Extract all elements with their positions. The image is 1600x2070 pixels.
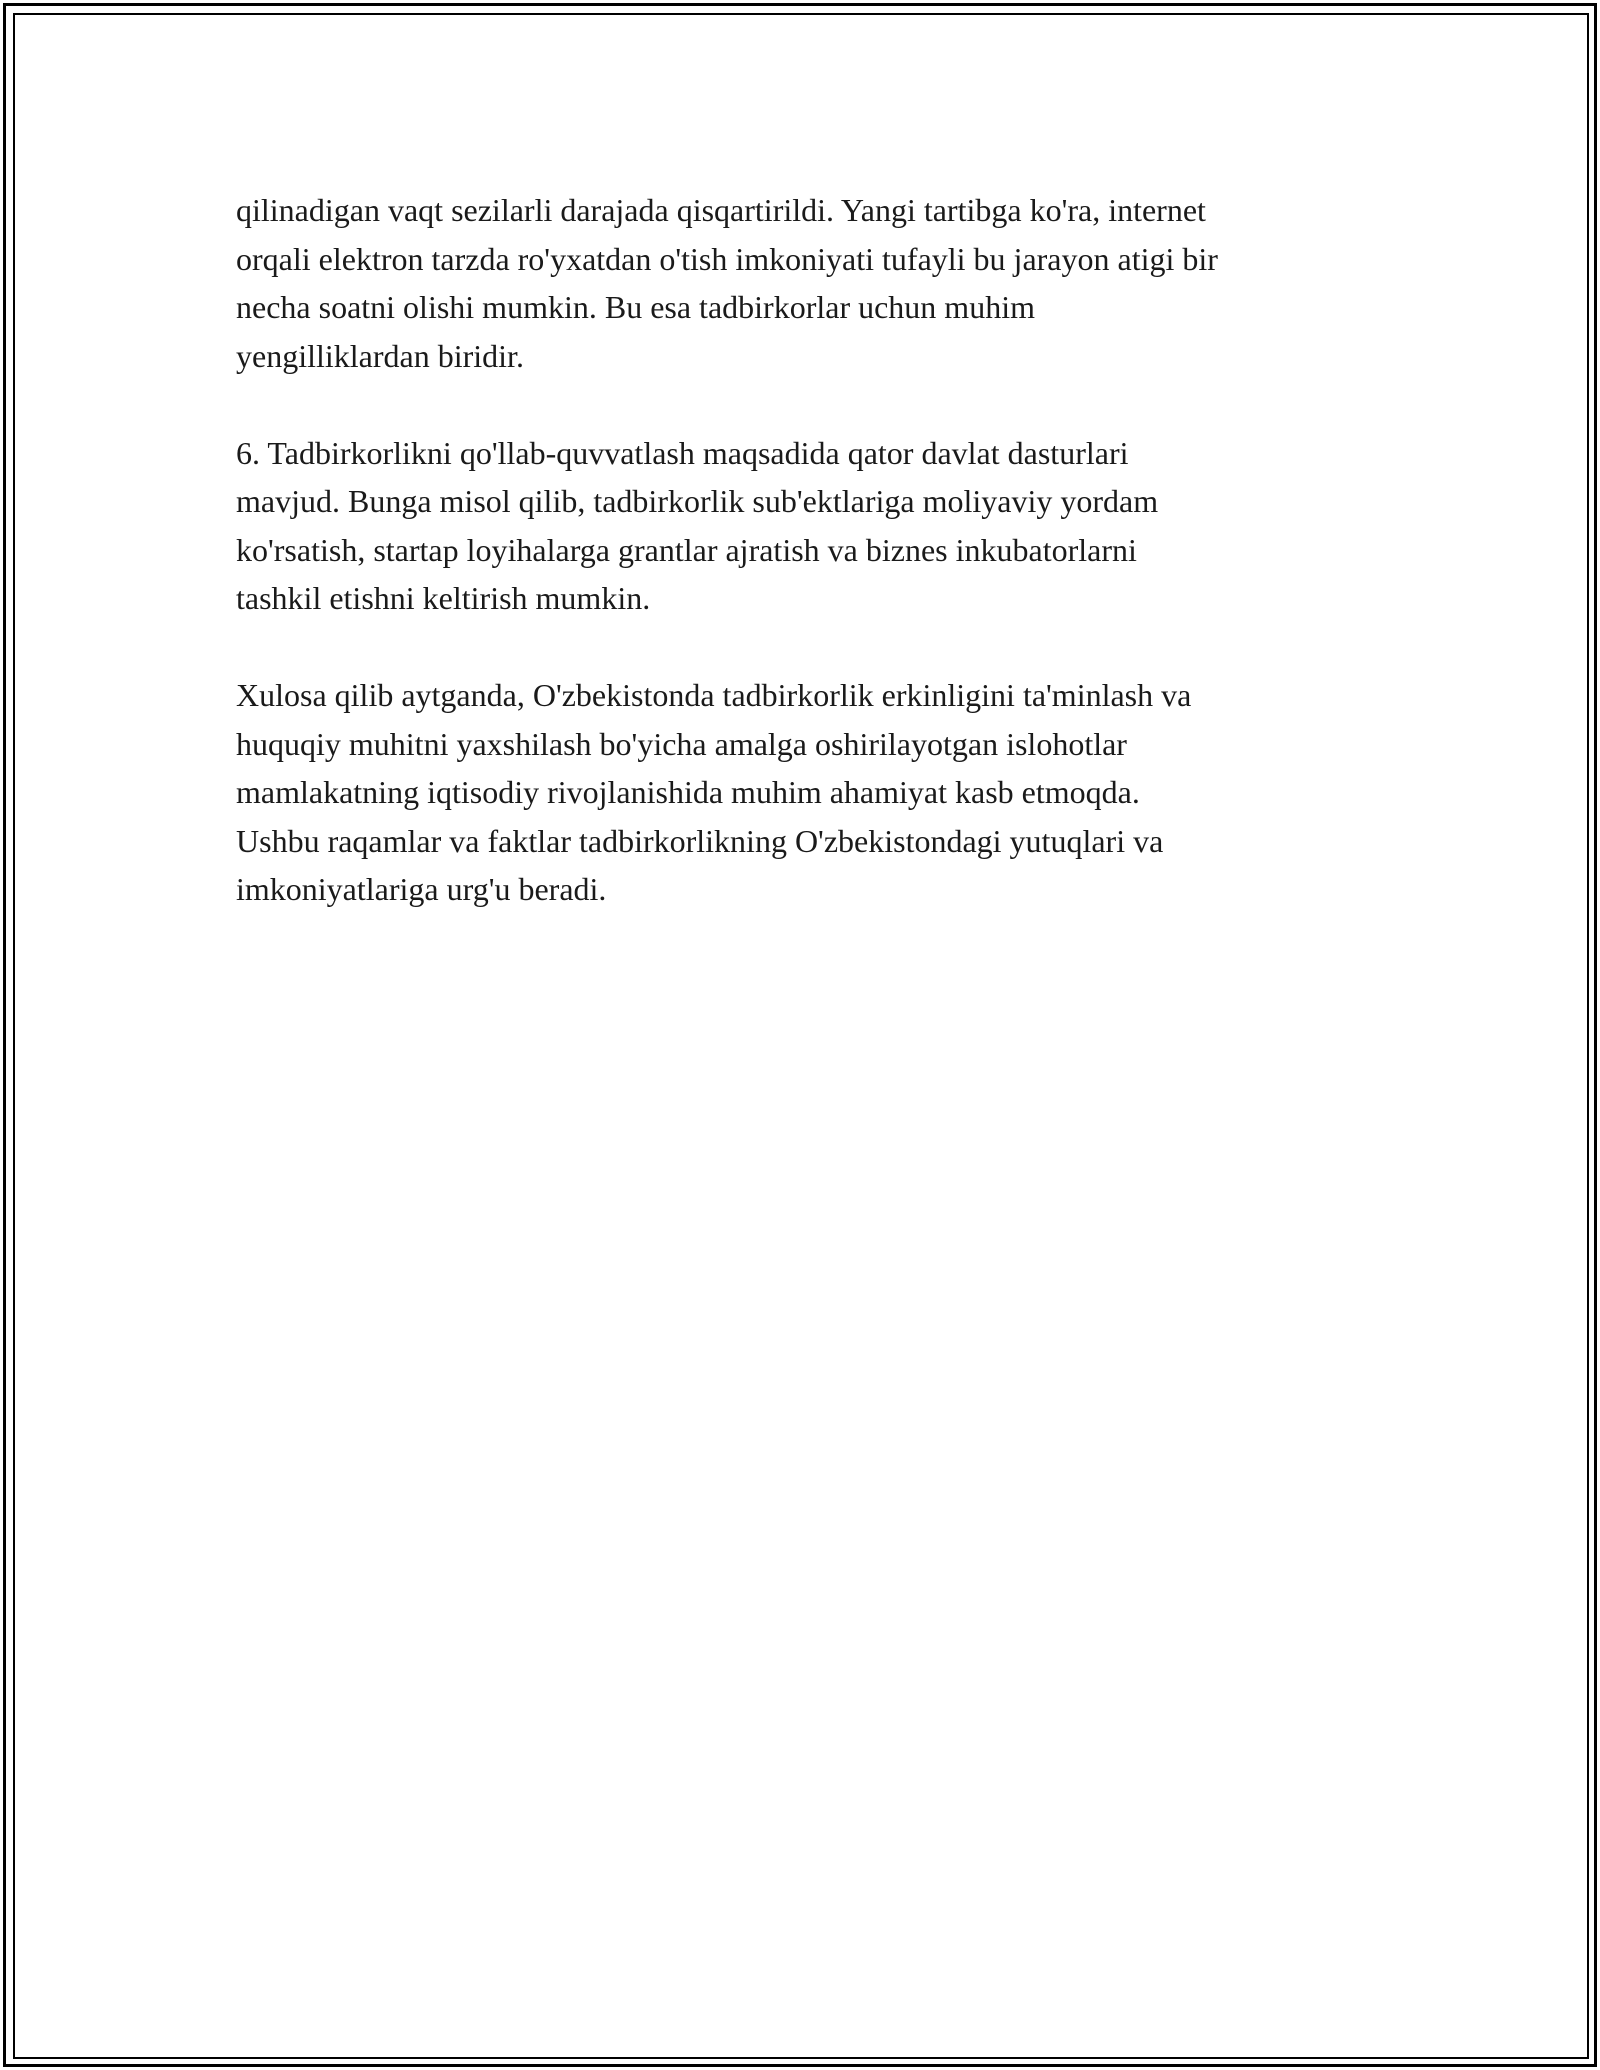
paragraph-state-programs	[236, 429, 1396, 623]
text-line: 6. Tadbirkorlikni qo'llab-quvvatlash maqsadida qator davlat dasturlari	[236, 434, 1129, 471]
text-line: imkoniyatlariga urg'u beradi.	[236, 871, 607, 907]
text-line: huquqiy muhitni yaxshilash bo'yicha amalga oshirilayotgan islohotlar	[236, 725, 1127, 762]
text-line: Ushbu raqamlar va faktlar tadbirkorlikning O'zbekistondagi yutuqlari va	[236, 822, 1164, 859]
text-line: yengilliklardan biridir.	[236, 337, 524, 374]
text-line: orqali elektron tarzda ro'yxatdan o'tish imkoniyati tufayli bu jarayon atigi bir	[236, 240, 1218, 277]
text-line: ko'rsatish, startap loyihalarga grantlar ajratish va biznes inkubatorlarni	[236, 531, 1137, 568]
document-body	[236, 186, 1396, 962]
paragraph-conclusion	[236, 671, 1396, 914]
text-line: tashkil etishni keltirish mumkin.	[236, 580, 651, 616]
text-line: mavjud. Bunga misol qilib, tadbirkorlik sub'ektlariga moliyaviy yordam	[236, 483, 1159, 519]
paragraph-registration-time	[236, 186, 1396, 380]
text-line: necha soatni olishi mumkin. Bu esa tadbirkorlar uchun muhim	[236, 289, 1035, 325]
text-line: mamlakatning iqtisodiy rivojlanishida muhim ahamiyat kasb etmoqda.	[236, 774, 1140, 810]
text-line: qilinadigan vaqt sezilarli darajada qisqartirildi. Yangi tartibga ko'ra, internet	[236, 192, 1206, 228]
text-line: Xulosa qilib aytganda, O'zbekistonda tadbirkorlik erkinligini ta'minlash va	[236, 677, 1192, 713]
